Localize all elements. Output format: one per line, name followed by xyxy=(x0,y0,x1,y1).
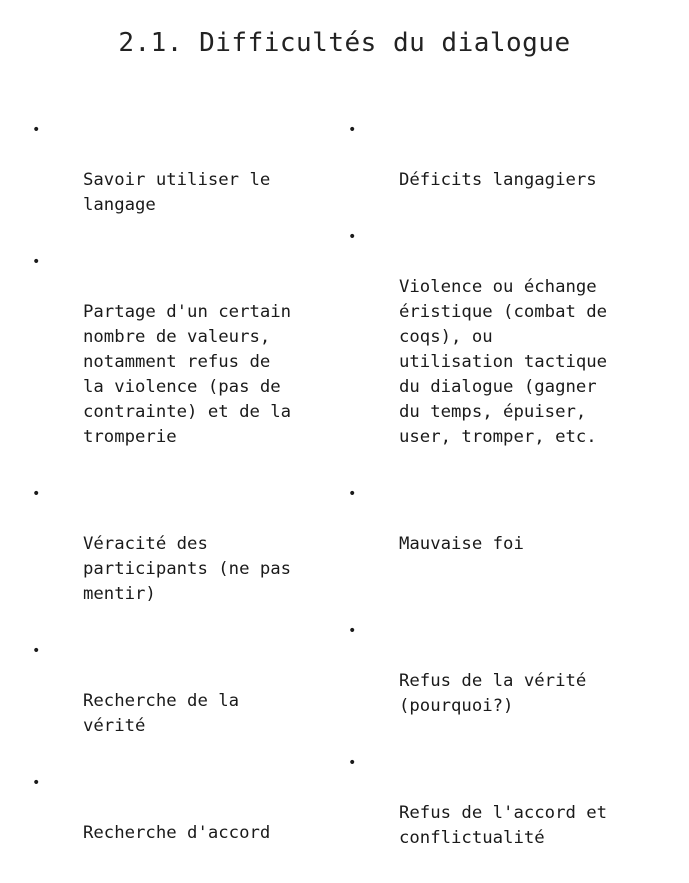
left-list-item-savoir-utiliser xyxy=(30,118,348,243)
bullet-icon: • xyxy=(32,122,41,138)
list-item-text: Recherche de la vérité xyxy=(83,691,240,736)
slide-title: 2.1. Difficultés du dialogue xyxy=(118,28,571,58)
list-item-text: Partage d'un certain nombre de valeurs, notamment refus de la violence (pas de contrainte) et de la tromperie xyxy=(83,302,292,447)
bullet-icon: • xyxy=(348,229,357,245)
bullet-icon: • xyxy=(348,623,357,639)
bullet-icon: • xyxy=(348,755,357,771)
left-list-item-recherche-accord xyxy=(30,771,348,871)
bullet-icon: • xyxy=(348,122,357,138)
list-item-text: Refus de l'accord et conflictualité xyxy=(399,803,608,848)
right-list-item-deficits xyxy=(346,118,676,218)
right-list-item-refus-accord xyxy=(346,751,676,876)
list-item-text: Déficits langagiers xyxy=(399,170,597,190)
list-item-text: Véracité des participants (ne pas mentir) xyxy=(83,534,292,604)
bullet-icon: • xyxy=(32,486,41,502)
list-item-text: Savoir utiliser le langage xyxy=(83,170,271,215)
list-item-text: Refus de la vérité (pourquoi?) xyxy=(399,671,587,716)
bullet-icon: • xyxy=(32,643,41,659)
left-bullet-list xyxy=(30,118,348,878)
list-item-text: Violence ou échange éristique (combat de coqs), ou utilisation tactique du dialogue (gagner du temps, épuiser, user, tromper, etc. xyxy=(399,277,608,447)
list-item-text: Recherche d'accord xyxy=(83,823,271,843)
list-item-text: Mauvaise foi xyxy=(399,534,524,554)
right-list-item-refus-verite xyxy=(346,619,676,744)
left-list-item-recherche-verite xyxy=(30,639,348,764)
bullet-icon: • xyxy=(32,254,41,270)
bullet-icon: • xyxy=(348,486,357,502)
right-bullet-list xyxy=(346,118,676,883)
left-list-item-veracite xyxy=(30,482,348,632)
right-list-item-mauvaise-foi xyxy=(346,482,676,582)
left-list-item-partage-valeurs xyxy=(30,250,348,475)
right-list-item-violence xyxy=(346,225,676,475)
bullet-icon: • xyxy=(32,775,41,791)
